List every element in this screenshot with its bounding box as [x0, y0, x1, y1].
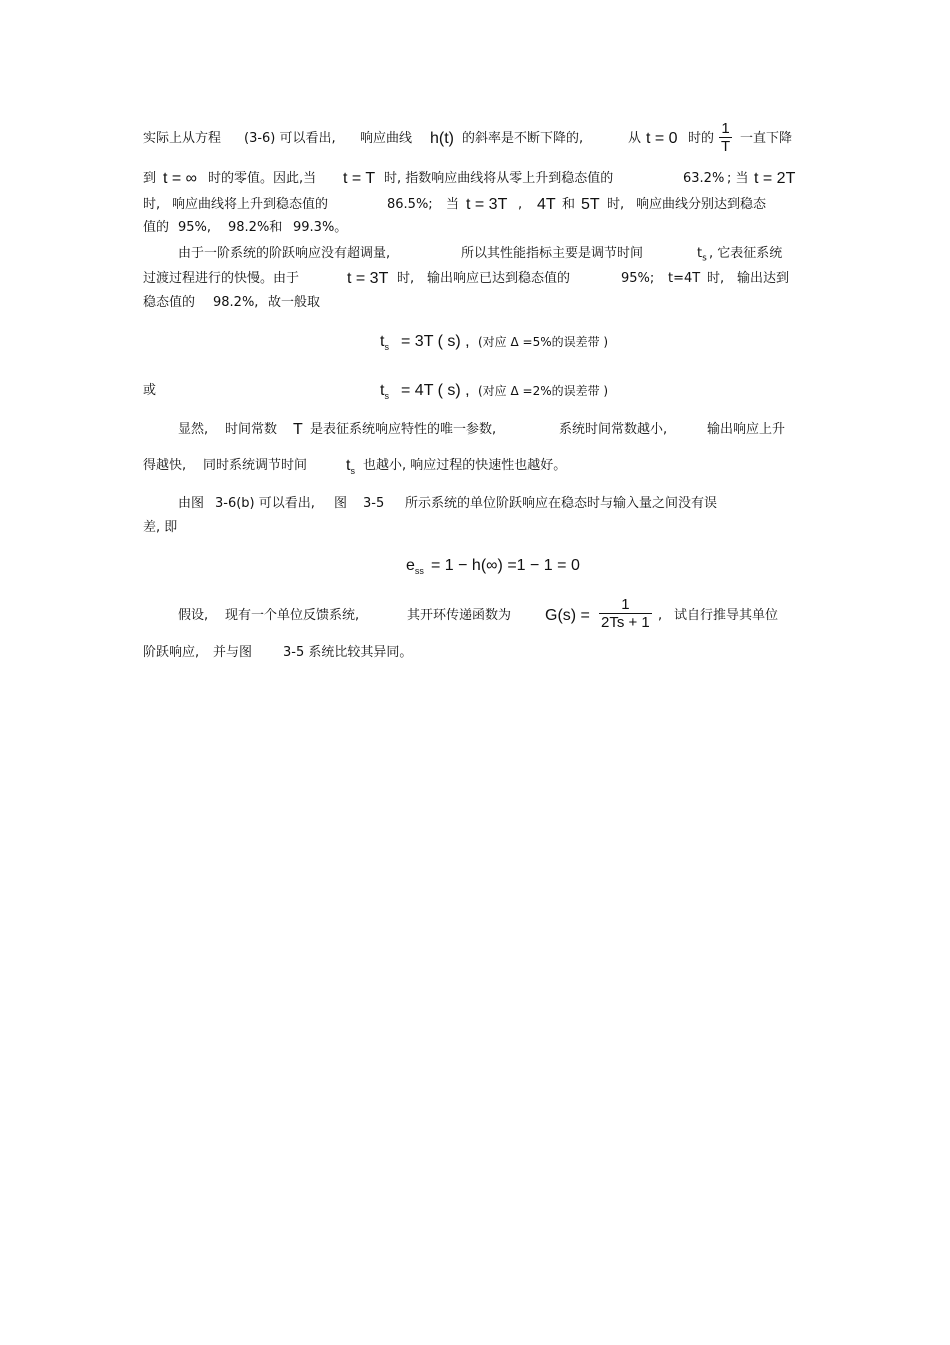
text: 时,	[607, 197, 625, 212]
equation-3	[0, 551, 950, 581]
math-t-eq-0: t = 0	[646, 130, 678, 147]
text: 63.2%	[683, 171, 725, 186]
math-t-eq-3T: t = 3T	[347, 270, 389, 287]
text: 所以其性能指标主要是调节时间	[461, 246, 644, 261]
text: 同时系统调节时间	[203, 458, 308, 473]
math-4T: 4T	[537, 196, 556, 213]
text: 3-6(b) 可以看出,	[215, 496, 315, 511]
text: 输出响应已达到稳态值的	[427, 271, 571, 286]
text: (3-6) 可以看出,	[244, 131, 336, 146]
text: ,	[518, 197, 523, 212]
equation-1	[0, 327, 950, 357]
text: 由于一阶系统的阶跃响应没有超调量,	[178, 246, 391, 261]
math-t-s: $t_s$	[380, 333, 389, 353]
math-T: T	[293, 421, 303, 438]
math-e-ss: $e_{ss}$	[406, 557, 424, 577]
text: 值的	[143, 220, 170, 235]
math-5T: 5T	[581, 196, 600, 213]
math-t-eq-2T: t = 2T	[754, 170, 796, 187]
text: 试自行推导其单位	[674, 608, 779, 623]
math-t-eq-T: t = T	[343, 170, 376, 187]
text: 也越小, 响应过程的快速性也越好。	[363, 458, 567, 473]
math-t-s: $t_s$	[697, 246, 707, 264]
text: 差, 即	[143, 520, 178, 535]
text: 过渡过程进行的快慢。由于	[143, 271, 300, 286]
text: ,	[658, 608, 663, 623]
text: 响应曲线	[360, 131, 413, 146]
text: 假设,	[178, 608, 209, 623]
equation-note: (对应 Δ =5%的误差带 )	[478, 335, 609, 349]
text: 98.2%和	[228, 220, 283, 235]
text: 86.5%;	[387, 197, 433, 212]
fraction-1-over-2Ts-plus-1	[599, 596, 652, 631]
fraction-denominator: T	[721, 138, 731, 155]
paragraph-2-line-3	[0, 288, 950, 318]
math-G-s: G(s) =	[545, 607, 590, 624]
fraction-1-over-T	[719, 120, 732, 155]
text: 实际上从方程	[143, 131, 222, 146]
text: 阶跃响应,	[143, 645, 200, 660]
text: t=4T	[668, 271, 701, 286]
text-or: 或	[143, 383, 157, 398]
text: 从	[628, 131, 642, 146]
text: 当	[446, 197, 460, 212]
text: 其开环传递函数为	[407, 608, 512, 623]
text: 到	[143, 171, 157, 186]
text: 99.3%。	[293, 220, 348, 235]
text: 系统时间常数越小,	[559, 422, 668, 437]
fraction-numerator: 1	[621, 596, 630, 613]
text: 并与图	[213, 645, 253, 660]
text: 时,	[397, 271, 415, 286]
math-rhs: = 1 − h(∞) =1 − 1 = 0	[431, 557, 580, 574]
paragraph-5-line-1	[0, 601, 950, 631]
math-rhs: = 3T ( s) ,	[401, 333, 470, 350]
math-t-s: $t_s$	[380, 382, 389, 402]
paragraph-5-line-2	[0, 638, 950, 668]
equation-2	[0, 376, 950, 406]
text: 是表征系统响应特性的唯一参数,	[310, 422, 497, 437]
equation-note: (对应 Δ =2%的误差带 )	[478, 384, 609, 398]
text: , 它表征系统	[709, 246, 783, 261]
text: 输出响应上升	[707, 422, 786, 437]
text: 响应曲线将上升到稳态值的	[172, 197, 329, 212]
paragraph-3-line-1	[0, 415, 950, 445]
math-t-eq-inf: t = ∞	[163, 170, 198, 187]
text: 图	[334, 496, 348, 511]
text: 时间常数	[225, 422, 278, 437]
text: 时的	[688, 131, 715, 146]
fraction-numerator: 1	[721, 120, 730, 137]
text: 95%;	[621, 271, 655, 286]
text: 稳态值的	[143, 295, 196, 310]
text: 所示系统的单位阶跃响应在稳态时与输入量之间没有误	[405, 496, 718, 511]
text: 的斜率是不断下降的,	[462, 131, 584, 146]
text: 由图	[178, 496, 205, 511]
text: ; 当	[727, 171, 749, 186]
text: 98.2%,	[213, 295, 259, 310]
text: 时,	[143, 197, 161, 212]
text: 得越快,	[143, 458, 187, 473]
text: 时,	[707, 271, 725, 286]
text: 现有一个单位反馈系统,	[225, 608, 360, 623]
text: 输出达到	[737, 271, 790, 286]
text: 时, 指数响应曲线将从零上升到稳态值的	[384, 171, 614, 186]
text: 95%,	[178, 220, 212, 235]
text: 和	[562, 197, 576, 212]
math-t-eq-3T: t = 3T	[466, 196, 508, 213]
fraction-denominator: 2Ts + 1	[601, 614, 650, 631]
text: 3-5	[363, 496, 385, 511]
math-rhs: = 4T ( s) ,	[401, 382, 470, 399]
math-t-s: $t_s$	[346, 457, 355, 477]
paragraph-1-line-1	[0, 124, 950, 154]
text: 一直下降	[740, 131, 793, 146]
text: 故一般取	[268, 295, 321, 310]
paragraph-4-line-2	[0, 513, 950, 543]
text: 显然,	[178, 422, 209, 437]
paragraph-3-line-2	[0, 451, 950, 481]
math-h-t: h(t)	[430, 130, 454, 147]
text: 3-5 系统比较其异同。	[283, 645, 413, 660]
text: 时的零值。因此,当	[208, 171, 317, 186]
text: 响应曲线分别达到稳态	[636, 197, 767, 212]
